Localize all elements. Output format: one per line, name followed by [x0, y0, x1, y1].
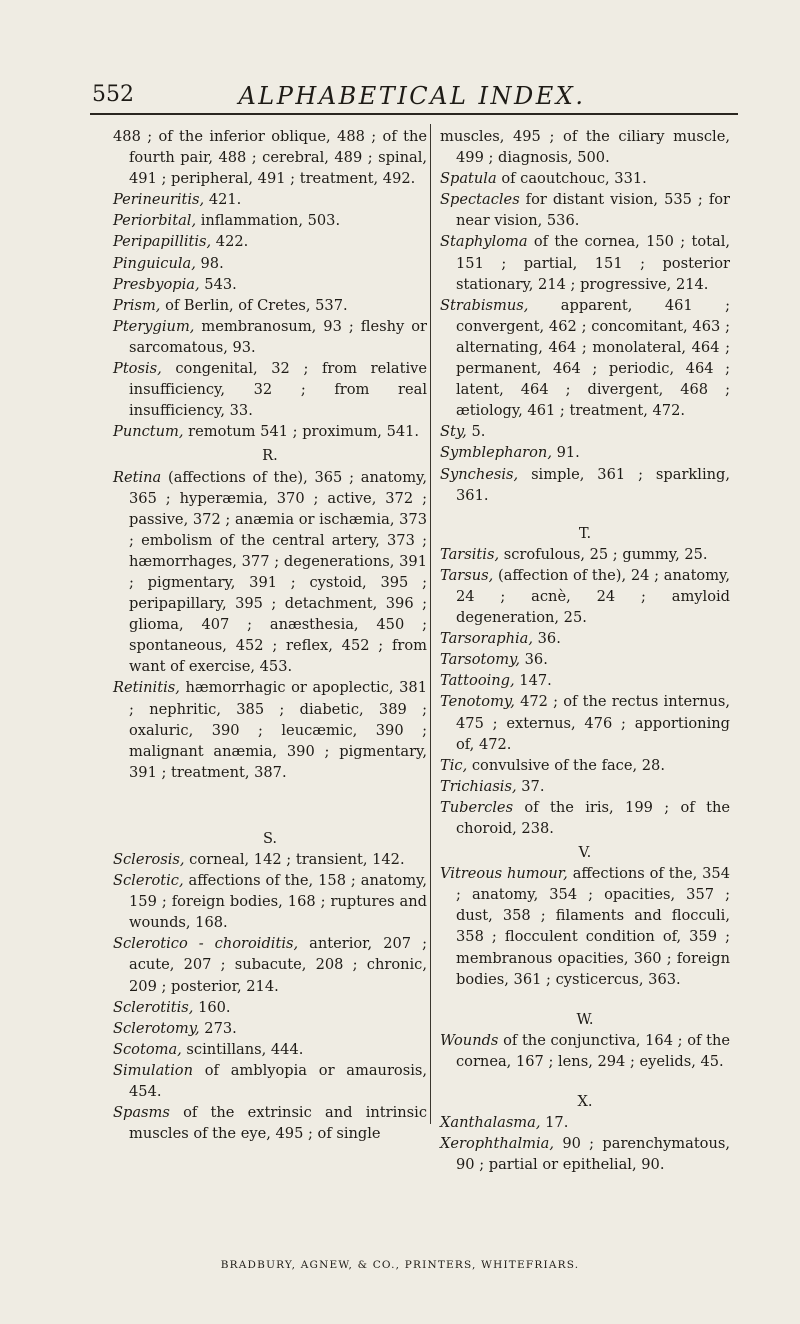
- entry-term: Periorbital,: [113, 212, 197, 230]
- t-entries: [440, 544, 730, 839]
- entry-term: Xerophthalmia,: [440, 1135, 555, 1153]
- entry-references: for distant vision, 535 ; for near vision, 536.: [456, 191, 730, 230]
- section-letter-x: X.: [577, 1093, 593, 1111]
- index-entry: [440, 565, 730, 628]
- entry-term: Retina: [113, 468, 162, 486]
- index-entry: [440, 168, 730, 189]
- left-column: [113, 126, 427, 1144]
- entry-references: simple, 361 ; sparkling, 361.: [456, 465, 730, 504]
- header-rule: [90, 113, 738, 115]
- index-entry: [113, 1018, 427, 1039]
- entry-references: of the iris, 199 ; of the choroid, 238.: [456, 798, 730, 837]
- entry-references: 273.: [199, 1019, 237, 1037]
- entry-term: Spectacles: [440, 191, 520, 209]
- index-entry: [440, 649, 730, 670]
- p-entries: [113, 126, 427, 442]
- entry-term: Sclerosis,: [113, 851, 185, 868]
- entry-references: affections of the, 354 ; anatomy, 354 ; opacities, 357 ; dust, 358 ; filaments and flocculi, 358 ; flocculent condition of, 359 ; membranous opacities, 360 ; foreign bodies, 361 ; cysticercus, 363.: [456, 865, 730, 988]
- section-letter-r: R.: [262, 447, 278, 465]
- entry-term: Pterygium,: [113, 317, 195, 335]
- section-letter-s: S.: [262, 829, 278, 847]
- index-entry: [113, 677, 427, 782]
- entry-references: apparent, 461 ; convergent, 462 ; concomitant, 463 ; alternating, 464 ; monolateral, 464 ; permanent, 464 ; periodic, 464 ; latent, 464 ; divergent, 468 ; ætiology, 461 ; treatment, 472.: [456, 296, 730, 420]
- entry-references: 421.: [204, 191, 242, 209]
- entry-references: corneal, 142 ; transient, 142.: [184, 851, 405, 868]
- s-entries-continued: [440, 126, 730, 506]
- page-header: [92, 82, 732, 112]
- entry-term: Tarsitis,: [440, 545, 500, 563]
- index-entry: [113, 997, 427, 1018]
- entry-term: Prism,: [113, 296, 161, 314]
- index-entry: [113, 1060, 427, 1102]
- index-entry: [113, 295, 427, 316]
- entry-references: 147.: [514, 672, 552, 690]
- entry-references: 543.: [199, 275, 237, 293]
- page-number: 552: [92, 82, 134, 107]
- entry-term: Staphyloma: [440, 233, 528, 251]
- entry-references: affections of the, 158 ; anatomy, 159 ; foreign bodies, 168 ; ruptures and wounds, 168.: [129, 872, 427, 932]
- entry-references: muscles, 495 ; of the ciliary muscle, 499 ; diagnosis, 500.: [440, 128, 730, 167]
- entry-term: Symblepharon,: [440, 444, 552, 462]
- entry-term: Tenotomy,: [440, 693, 515, 711]
- running-title: ALPHABETICAL INDEX.: [238, 82, 586, 110]
- entry-references: 90 ; parenchymatous, 90 ; partial or epithelial, 90.: [456, 1135, 730, 1174]
- entry-references: 488 ; of the inferior oblique, 488 ; of the fourth pair, 488 ; cerebral, 489 ; spinal, 491 ; peripheral, 491 ; treatment, 492.: [113, 128, 427, 188]
- entry-term: Trichiasis,: [440, 777, 517, 795]
- entry-term: Tic,: [440, 756, 468, 774]
- entry-term: Perineuritis,: [113, 191, 205, 209]
- section-letter-v: V.: [578, 844, 592, 862]
- entry-references: of caoutchouc, 331.: [496, 170, 647, 188]
- index-entry: [440, 755, 730, 776]
- index-entry: [440, 1133, 730, 1175]
- index-entry: [113, 274, 427, 295]
- index-entry: [113, 316, 427, 358]
- index-entry: [113, 1039, 427, 1060]
- entry-term: Simulation: [113, 1061, 193, 1079]
- section-letter-w: W.: [576, 1010, 594, 1028]
- entry-term: Sclerotomy,: [113, 1019, 200, 1037]
- entry-references: of the conjunctiva, 164 ; of the cornea, 167 ; lens, 294 ; eyelids, 45.: [456, 1031, 730, 1070]
- entry-term: Ptosis,: [113, 360, 162, 378]
- entry-term: Peripapillitis,: [113, 233, 212, 251]
- index-entry: [440, 189, 730, 231]
- entry-references: of the extrinsic and intrinsic muscles of the eye, 495 ; of single: [129, 1104, 427, 1143]
- right-column: [440, 126, 730, 1175]
- spacer: [440, 1072, 730, 1088]
- index-entry: [113, 467, 427, 678]
- entry-references: 472 ; of the rectus internus, 475 ; externus, 476 ; apportioning of, 472.: [456, 693, 730, 753]
- entry-term: Sclerotitis,: [113, 998, 194, 1016]
- entry-references: (affections of the), 365 ; anatomy, 365 ; hyperæmia, 370 ; active, 372 ; passive, 372 ; anæmia or ischæmia, 373 ; embolism of the central artery, 373 ; hæmorrhages, 377 ; degenerations, 391 ; pigmentary, 391 ; cystoid, 395 ; peripapillary, 395 ; detachment, 396 ; glioma, 407 ; anæsthesia, 450 ; spontaneous, 452 ; reflex, 452 ; from want of exercise, 453.: [129, 468, 427, 676]
- entry-references: 36.: [532, 630, 561, 648]
- entry-term: Sty,: [440, 423, 467, 441]
- entry-term: Xanthalasma,: [440, 1114, 541, 1132]
- x-entries: [440, 1112, 730, 1175]
- v-entries: [440, 863, 730, 990]
- entry-term: Wounds: [440, 1031, 499, 1049]
- s-entries: [113, 849, 427, 1144]
- entry-references: 98.: [195, 254, 224, 272]
- entry-references: 37.: [516, 777, 545, 795]
- index-entry: [113, 210, 427, 231]
- index-entry: [440, 797, 730, 839]
- index-entry: [440, 863, 730, 990]
- entry-references: 36.: [520, 651, 548, 669]
- section-letter-t: T.: [578, 524, 592, 542]
- index-entry: [113, 253, 427, 274]
- index-entry: [440, 544, 730, 565]
- index-entry: [113, 870, 427, 933]
- index-entry: [440, 628, 730, 649]
- entry-references: scintillans, 444.: [181, 1040, 304, 1058]
- index-entry: [440, 126, 730, 168]
- index-entry: [113, 126, 427, 189]
- entry-term: Presbyopia,: [113, 275, 200, 293]
- w-entries: [440, 1030, 730, 1072]
- entry-references: remotum 541 ; proximum, 541.: [183, 423, 420, 441]
- entry-term: Punctum,: [113, 423, 184, 441]
- entry-references: congenital, 32 ; from relative insufficiency, 32 ; from real insufficiency, 33.: [129, 360, 427, 420]
- index-entry: [113, 358, 427, 421]
- index-entry: [440, 295, 730, 422]
- column-divider: [430, 124, 431, 1124]
- spacer: [440, 990, 730, 1006]
- entry-references: 91.: [551, 444, 580, 462]
- entry-term: Tarsoraphia,: [440, 630, 533, 648]
- index-entry: [113, 1102, 427, 1144]
- entry-references: convulsive of the face, 28.: [467, 756, 665, 774]
- entry-term: Sclerotic,: [113, 872, 184, 890]
- entry-references: of amblyopia or amaurosis, 454.: [129, 1061, 427, 1101]
- index-entry: [440, 670, 730, 691]
- entry-term: Sclerotico - choroiditis,: [113, 935, 299, 953]
- entry-term: Tarsotomy,: [440, 651, 520, 669]
- entry-references: 17.: [540, 1114, 569, 1132]
- printer-imprint: BRADBURY, AGNEW, & CO., PRINTERS, WHITEFRIARS.: [220, 1259, 580, 1271]
- index-entry: [113, 933, 427, 996]
- entry-references: 160.: [193, 998, 231, 1016]
- entry-references: of the cornea, 150 ; total, 151 ; partial, 151 ; posterior stationary, 214 ; progressive, 214.: [456, 233, 730, 293]
- entry-term: Vitreous humour,: [440, 865, 568, 883]
- entry-term: Scotoma,: [113, 1040, 182, 1058]
- r-entries: [113, 467, 427, 783]
- spacer: [113, 783, 427, 825]
- index-entry: [440, 1112, 730, 1133]
- entry-references: anterior, 207 ; acute, 207 ; subacute, 208 ; chronic, 209 ; posterior, 214.: [129, 935, 427, 995]
- entry-references: scrofulous, 25 ; gummy, 25.: [499, 545, 708, 563]
- entry-references: 422.: [211, 233, 249, 251]
- index-entry: [440, 464, 730, 506]
- entry-term: Tattooing,: [440, 672, 515, 690]
- index-entry: [113, 189, 427, 210]
- entry-references: inflammation, 503.: [196, 212, 341, 230]
- entry-references: membranosum, 93 ; fleshy or sarcomatous, 93.: [129, 317, 427, 356]
- entry-references: 5.: [466, 423, 486, 441]
- entry-references: (affection of the), 24 ; anatomy, 24 ; acnè, 24 ; amyloid degeneration, 25.: [456, 566, 730, 627]
- index-entry: [440, 231, 730, 294]
- entry-term: Tubercles: [440, 798, 514, 816]
- entry-term: Spasms: [113, 1104, 170, 1122]
- spacer: [440, 506, 730, 520]
- index-entry: [440, 421, 730, 442]
- entry-term: Tarsus,: [440, 566, 494, 584]
- index-entry: [113, 849, 427, 870]
- entry-term: Pinguicula,: [113, 254, 196, 272]
- index-entry: [440, 776, 730, 797]
- entry-references: hæmorrhagic or apoplectic, 381 ; nephritic, 385 ; diabetic, 389 ; oxaluric, 390 ; leucæmic, 390 ; malignant anæmia, 390 ; pigmentary, 391 ; treatment, 387.: [129, 679, 427, 781]
- entry-term: Retinitis,: [113, 679, 180, 697]
- entry-term: Spatula: [440, 170, 497, 188]
- index-entry: [113, 231, 427, 252]
- index-entry: [440, 691, 730, 754]
- entry-references: of Berlin, of Cretes, 537.: [160, 296, 348, 314]
- index-entry: [113, 421, 427, 442]
- index-entry: [440, 1030, 730, 1072]
- entry-term: Synchesis,: [440, 465, 519, 483]
- entry-term: Strabismus,: [440, 296, 529, 314]
- index-entry: [440, 442, 730, 463]
